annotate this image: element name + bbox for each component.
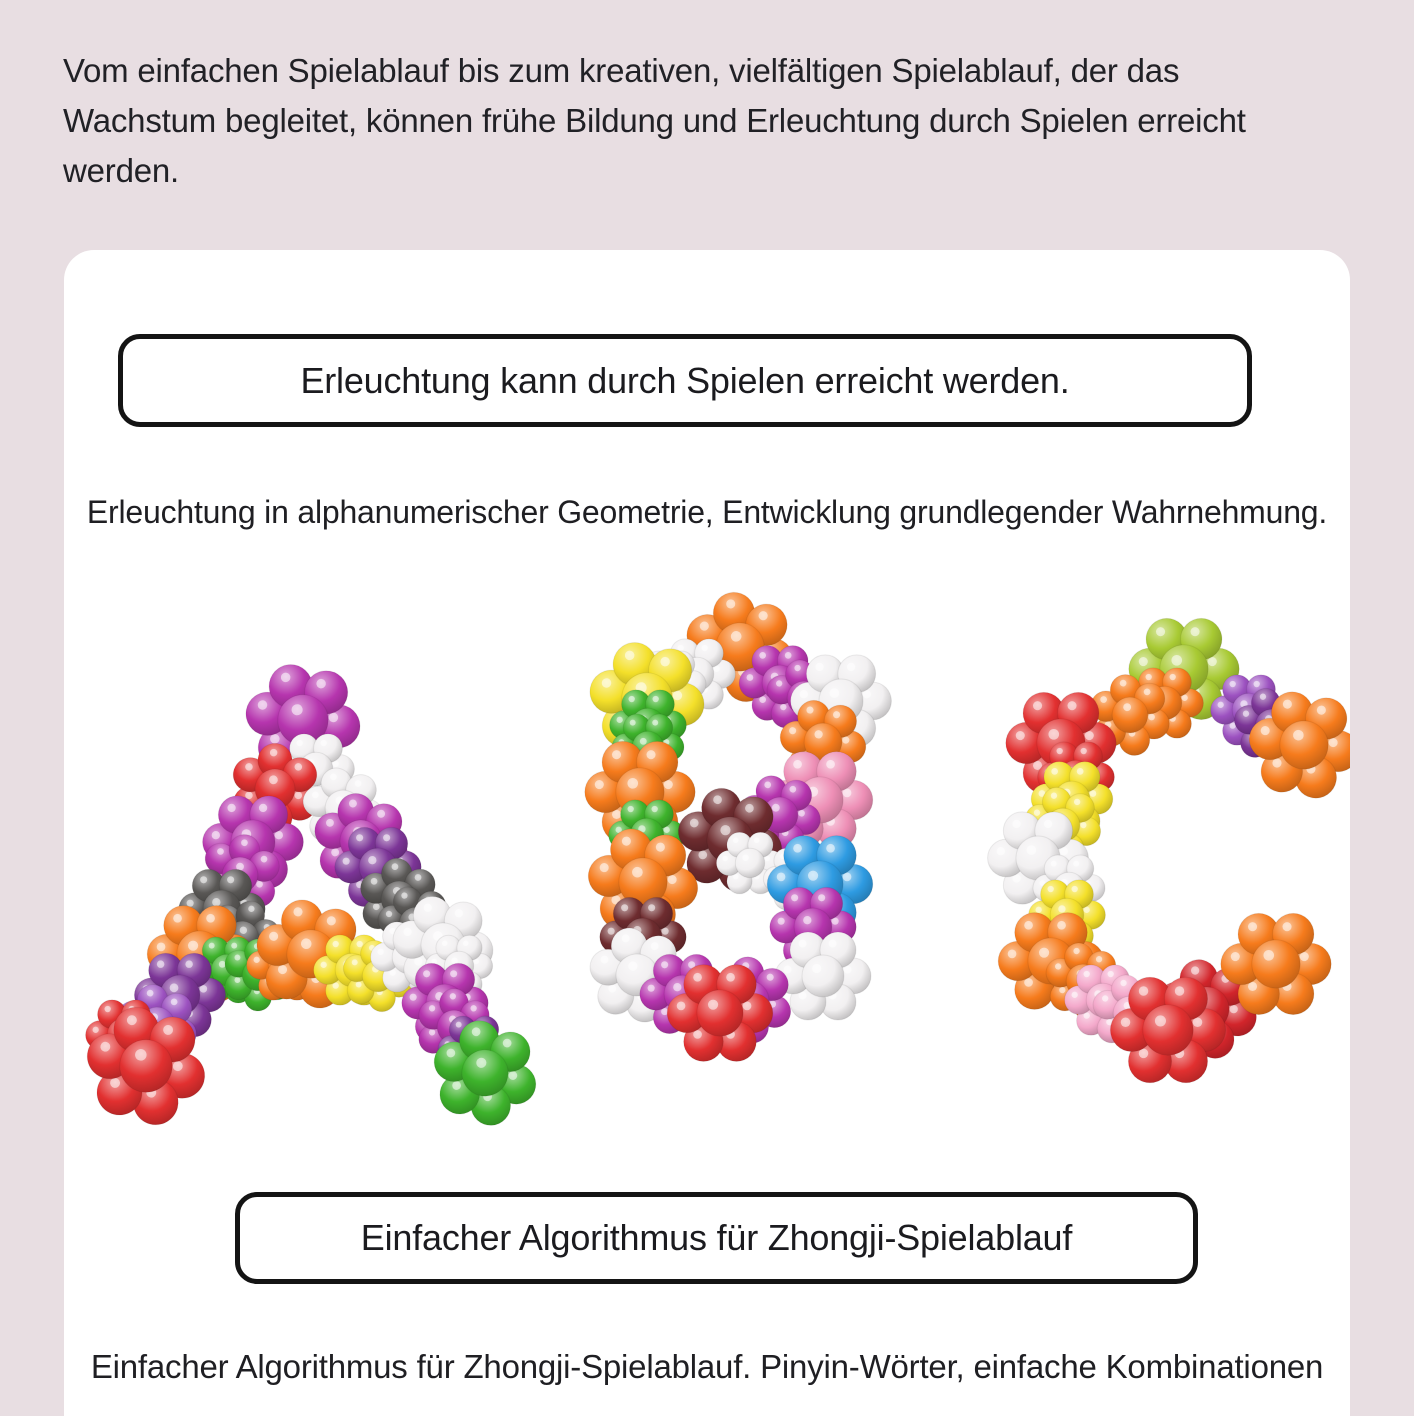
section2-heading-box <box>235 1192 1198 1284</box>
section2-subtitle: Einfacher Algorithmus für Zhongji-Spielablauf. Pinyin-Wörter, einfache Kombinationen <box>90 1348 1324 1385</box>
section1-heading-box <box>118 334 1252 427</box>
section2-heading: Einfacher Algorithmus für Zhongji-Spielablauf <box>360 1217 1073 1258</box>
section1-heading: Erleuchtung kann durch Spielen erreicht werden. <box>300 359 1070 401</box>
abc-blocks-figure <box>64 557 1350 1177</box>
intro-paragraph <box>0 0 1414 196</box>
abc-blocks-image <box>64 557 1350 1177</box>
section1-subtitle: Erleuchtung in alphanumerischer Geometrie, Entwicklung grundlegender Wahrnehmung. <box>86 494 1328 530</box>
intro-line: Vom einfachen Spielablauf bis zum kreativen, vielfältigen Spielablauf, der das <box>63 52 1180 89</box>
intro-line: werden. <box>63 152 180 189</box>
content-card <box>64 250 1350 1416</box>
intro-line: Wachstum begleitet, können frühe Bildung und Erleuchtung durch Spielen erreicht <box>63 102 1246 139</box>
